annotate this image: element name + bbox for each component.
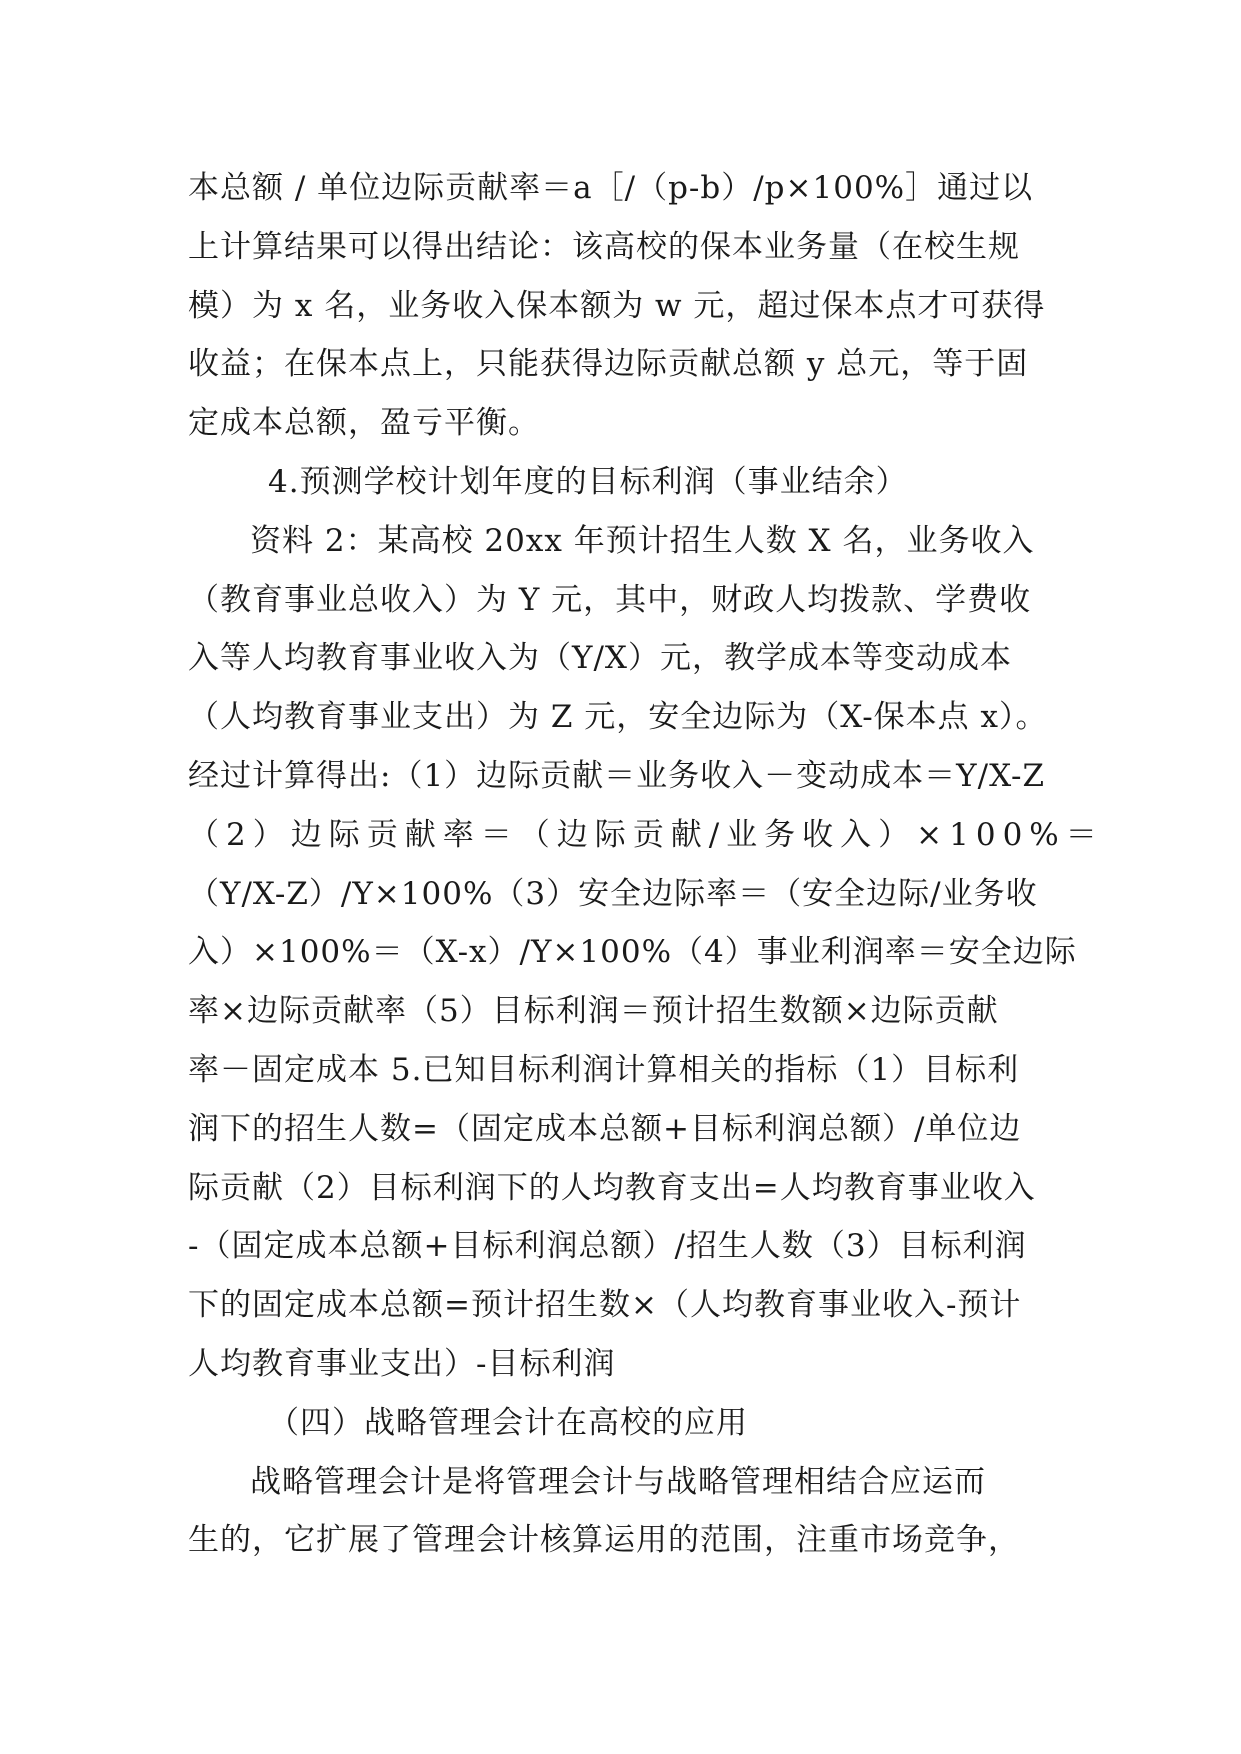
text-line: （Y/X-Z）/Y×100%（3）安全边际率＝（安全边际/业务收 (188, 875, 1038, 912)
text-line: 经过计算得出:（1）边际贡献＝业务收入－变动成本＝Y/X-Z (188, 757, 1046, 794)
text-line: （2）边际贡献率＝（边际贡献/业务收入）×100%＝ (188, 816, 1104, 853)
text-line: 资料 2：某高校 20xx 年预计招生人数 X 名，业务收入 (250, 522, 1035, 559)
text-line: 模）为 x 名，业务收入保本额为 w 元，超过保本点才可获得 (188, 287, 1046, 324)
text-line: 定成本总额，盈亏平衡。 (188, 405, 540, 442)
text-line: 下的固定成本总额=预计招生数×（人均教育事业收入-预计 (188, 1287, 1022, 1324)
text-line: 本总额 / 单位边际贡献率＝a［/（p-b）/p×100%］通过以 (188, 170, 1034, 206)
section-heading: 4.预测学校计划年度的目标利润（事业结余） (268, 463, 908, 500)
section-heading: （四）战略管理会计在高校的应用 (268, 1404, 748, 1441)
text-line: -（固定成本总额+目标利润总额）/招生人数（3）目标利润 (188, 1228, 1027, 1265)
text-line: 入）×100%＝（X-x）/Y×100%（4）事业利润率＝安全边际 (188, 934, 1077, 971)
text-line: （人均教育事业支出）为 Z 元，安全边际为（X-保本点 x）。 (188, 699, 1048, 736)
body-text (188, 159, 1104, 1570)
text-line: 生的，它扩展了管理会计核算运用的范围，注重市场竞争， (188, 1522, 1020, 1559)
text-line: （教育事业总收入）为 Y 元，其中，财政人均拨款、学费收 (188, 581, 1032, 618)
text-line: 上计算结果可以得出结论：该高校的保本业务量（在校生规 (188, 228, 1020, 265)
text-line: 率×边际贡献率（5）目标利润＝预计招生数额×边际贡献 (188, 993, 999, 1030)
text-line: 战略管理会计是将管理会计与战略管理相结合应运而 (250, 1463, 986, 1500)
text-line: 润下的招生人数=（固定成本总额+目标利润总额）/单位边 (188, 1110, 1022, 1147)
text-line: 人均教育事业支出）-目标利润 (188, 1345, 616, 1382)
text-line: 入等人均教育事业收入为（Y/X）元，教学成本等变动成本 (188, 640, 1012, 677)
text-line: 际贡献（2）目标利润下的人均教育支出=人均教育事业收入 (188, 1169, 1036, 1206)
text-line: 率－固定成本 5.已知目标利润计算相关的指标（1）目标利 (188, 1051, 1020, 1088)
text-line: 收益；在保本点上，只能获得边际贡献总额 y 总元，等于固 (188, 346, 1029, 383)
